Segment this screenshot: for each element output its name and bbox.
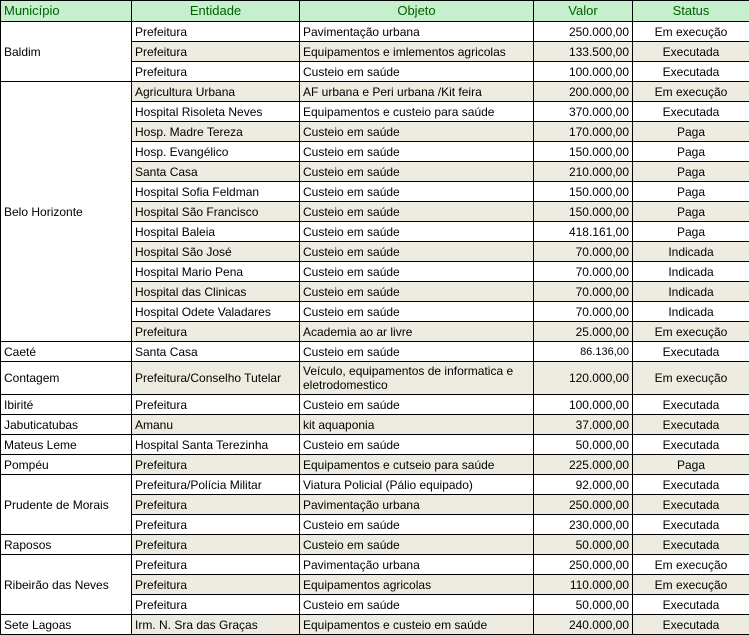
status-cell: Indicada <box>633 262 749 282</box>
table-row <box>1 615 749 635</box>
valor-cell: 86.136,00 <box>534 342 633 362</box>
valor-cell: 70.000,00 <box>534 262 633 282</box>
objeto-cell: Custeio em saúde <box>300 142 534 162</box>
entidade-cell: Hospital Santa Terezinha <box>132 435 300 455</box>
entidade-cell: Prefeitura <box>132 322 300 342</box>
entidade-cell: Hosp. Madre Tereza <box>132 122 300 142</box>
status-cell: Executada <box>633 475 749 495</box>
status-cell: Paga <box>633 202 749 222</box>
valor-cell: 37.000,00 <box>534 415 633 435</box>
header-valor: Valor <box>534 1 633 22</box>
status-cell: Paga <box>633 455 749 475</box>
status-cell: Executada <box>633 615 749 635</box>
table-row <box>1 555 749 575</box>
status-cell: Indicada <box>633 302 749 322</box>
status-cell: Paga <box>633 162 749 182</box>
objeto-cell: Custeio em saúde <box>300 262 534 282</box>
entidade-cell: Hosp. Evangélico <box>132 142 300 162</box>
header-row <box>1 1 749 22</box>
entidade-cell: Prefeitura <box>132 495 300 515</box>
entidade-cell: Hospital São Francisco <box>132 202 300 222</box>
valor-cell: 170.000,00 <box>534 122 633 142</box>
objeto-cell: Custeio em saúde <box>300 182 534 202</box>
status-cell: Paga <box>633 222 749 242</box>
objeto-cell: Equipamentos e custeio em saúde <box>300 615 534 635</box>
entidade-cell: Santa Casa <box>132 162 300 182</box>
objeto-cell: Custeio em saúde <box>300 535 534 555</box>
status-cell: Executada <box>633 535 749 555</box>
municipio-cell: Jabuticatubas <box>1 415 132 435</box>
objeto-cell: Custeio em saúde <box>300 122 534 142</box>
entidade-cell: Hospital Baleia <box>132 222 300 242</box>
status-cell: Executada <box>633 42 749 62</box>
valor-cell: 100.000,00 <box>534 395 633 415</box>
status-cell: Paga <box>633 122 749 142</box>
objeto-cell: Custeio em saúde <box>300 395 534 415</box>
status-cell: Paga <box>633 142 749 162</box>
valor-cell: 25.000,00 <box>534 322 633 342</box>
table-row <box>1 82 749 102</box>
objeto-cell: Equipamentos e custeio para saúde <box>300 102 534 122</box>
entidade-cell: Prefeitura <box>132 22 300 42</box>
entidade-cell: Santa Casa <box>132 342 300 362</box>
valor-cell: 225.000,00 <box>534 455 633 475</box>
valor-cell: 250.000,00 <box>534 555 633 575</box>
objeto-cell: Pavimentação urbana <box>300 495 534 515</box>
municipio-cell: Ribeirão das Neves <box>1 555 132 615</box>
entidade-cell: Prefeitura/Conselho Tutelar <box>132 362 300 395</box>
table-row <box>1 415 749 435</box>
municipio-cell: Belo Horizonte <box>1 82 132 342</box>
table-body <box>1 22 749 635</box>
status-cell: Executada <box>633 515 749 535</box>
valor-cell: 150.000,00 <box>534 202 633 222</box>
table-row <box>1 22 749 42</box>
municipio-cell: Mateus Leme <box>1 435 132 455</box>
status-cell: Executada <box>633 415 749 435</box>
entidade-cell: Prefeitura <box>132 62 300 82</box>
objeto-cell: Equipamentos e imlementos agricolas <box>300 42 534 62</box>
status-cell: Executada <box>633 395 749 415</box>
valor-cell: 230.000,00 <box>534 515 633 535</box>
status-cell: Executada <box>633 595 749 615</box>
entidade-cell: Prefeitura <box>132 455 300 475</box>
municipio-cell: Baldim <box>1 22 132 82</box>
objeto-cell: Pavimentação urbana <box>300 22 534 42</box>
entidade-cell: Prefeitura/Polícia Militar <box>132 475 300 495</box>
entidade-cell: Agricultura Urbana <box>132 82 300 102</box>
valor-cell: 150.000,00 <box>534 142 633 162</box>
entidade-cell: Prefeitura <box>132 575 300 595</box>
valor-cell: 250.000,00 <box>534 495 633 515</box>
entidade-cell: Hospital Sofia Feldman <box>132 182 300 202</box>
municipio-cell: Caeté <box>1 342 132 362</box>
entidade-cell: Prefeitura <box>132 395 300 415</box>
table-row <box>1 435 749 455</box>
municipio-cell: Prudente de Morais <box>1 475 132 535</box>
entidade-cell: Hospital São José <box>132 242 300 262</box>
status-cell: Em execução <box>633 555 749 575</box>
valor-cell: 100.000,00 <box>534 62 633 82</box>
header-status: Status <box>633 1 749 22</box>
status-cell: Executada <box>633 62 749 82</box>
header-municipio: Município <box>1 1 132 22</box>
objeto-cell: Academia ao ar livre <box>300 322 534 342</box>
valor-cell: 92.000,00 <box>534 475 633 495</box>
objeto-cell: Equipamentos e cutseio para saúde <box>300 455 534 475</box>
status-cell: Em execução <box>633 575 749 595</box>
valor-cell: 120.000,00 <box>534 362 633 395</box>
valor-cell: 70.000,00 <box>534 302 633 322</box>
objeto-cell: Custeio em saúde <box>300 242 534 262</box>
objeto-cell: Custeio em saúde <box>300 162 534 182</box>
entidade-cell: Amanu <box>132 415 300 435</box>
objeto-cell: Viatura Policial (Pálio equipado) <box>300 475 534 495</box>
table-row <box>1 342 749 362</box>
objeto-cell: kit aquaponia <box>300 415 534 435</box>
valor-cell: 50.000,00 <box>534 595 633 615</box>
table-row <box>1 475 749 495</box>
municipio-cell: Sete Lagoas <box>1 615 132 635</box>
valor-cell: 250.000,00 <box>534 22 633 42</box>
municipio-cell: Contagem <box>1 362 132 395</box>
objeto-cell: Custeio em saúde <box>300 342 534 362</box>
valor-cell: 110.000,00 <box>534 575 633 595</box>
header-entidade: Entidade <box>132 1 300 22</box>
entidade-cell: Prefeitura <box>132 515 300 535</box>
status-cell: Executada <box>633 435 749 455</box>
objeto-cell: Custeio em saúde <box>300 222 534 242</box>
status-cell: Indicada <box>633 282 749 302</box>
objeto-cell: Pavimentação urbana <box>300 555 534 575</box>
table-row <box>1 455 749 475</box>
entidade-cell: Prefeitura <box>132 535 300 555</box>
objeto-cell: Equipamentos agricolas <box>300 575 534 595</box>
valor-cell: 50.000,00 <box>534 535 633 555</box>
municipio-cell: Raposos <box>1 535 132 555</box>
municipio-cell: Ibirité <box>1 395 132 415</box>
entidade-cell: Irm. N. Sra das Graças <box>132 615 300 635</box>
entidade-cell: Hospital Odete Valadares <box>132 302 300 322</box>
status-cell: Executada <box>633 342 749 362</box>
objeto-cell: Custeio em saúde <box>300 282 534 302</box>
valor-cell: 70.000,00 <box>534 282 633 302</box>
entidade-cell: Prefeitura <box>132 555 300 575</box>
valor-cell: 418.161,00 <box>534 222 633 242</box>
entidade-cell: Hospital Mario Pena <box>132 262 300 282</box>
entidade-cell: Prefeitura <box>132 42 300 62</box>
municipio-cell: Pompéu <box>1 455 132 475</box>
entidade-cell: Hospital Risoleta Neves <box>132 102 300 122</box>
valor-cell: 70.000,00 <box>534 242 633 262</box>
objeto-cell: Veículo, equipamentos de informatica e eletrodomestico <box>300 362 534 395</box>
table-row <box>1 535 749 555</box>
valor-cell: 133.500,00 <box>534 42 633 62</box>
valor-cell: 370.000,00 <box>534 102 633 122</box>
valor-cell: 50.000,00 <box>534 435 633 455</box>
valor-cell: 240.000,00 <box>534 615 633 635</box>
status-cell: Executada <box>633 102 749 122</box>
valor-cell: 210.000,00 <box>534 162 633 182</box>
objeto-cell: AF urbana e Peri urbana /Kit feira <box>300 82 534 102</box>
valor-cell: 200.000,00 <box>534 82 633 102</box>
entidade-cell: Hospital das Clinicas <box>132 282 300 302</box>
table-row <box>1 395 749 415</box>
status-cell: Em execução <box>633 322 749 342</box>
objeto-cell: Custeio em saúde <box>300 202 534 222</box>
objeto-cell: Custeio em saúde <box>300 595 534 615</box>
status-cell: Executada <box>633 495 749 515</box>
objeto-cell: Custeio em saúde <box>300 435 534 455</box>
status-cell: Em execução <box>633 362 749 395</box>
status-cell: Em execução <box>633 22 749 42</box>
status-cell: Em execução <box>633 82 749 102</box>
objeto-cell: Custeio em saúde <box>300 515 534 535</box>
objeto-cell: Custeio em saúde <box>300 302 534 322</box>
status-cell: Paga <box>633 182 749 202</box>
status-cell: Indicada <box>633 242 749 262</box>
objeto-cell: Custeio em saúde <box>300 62 534 82</box>
valor-cell: 150.000,00 <box>534 182 633 202</box>
header-objeto: Objeto <box>300 1 534 22</box>
entidade-cell: Prefeitura <box>132 595 300 615</box>
table-row <box>1 362 749 395</box>
